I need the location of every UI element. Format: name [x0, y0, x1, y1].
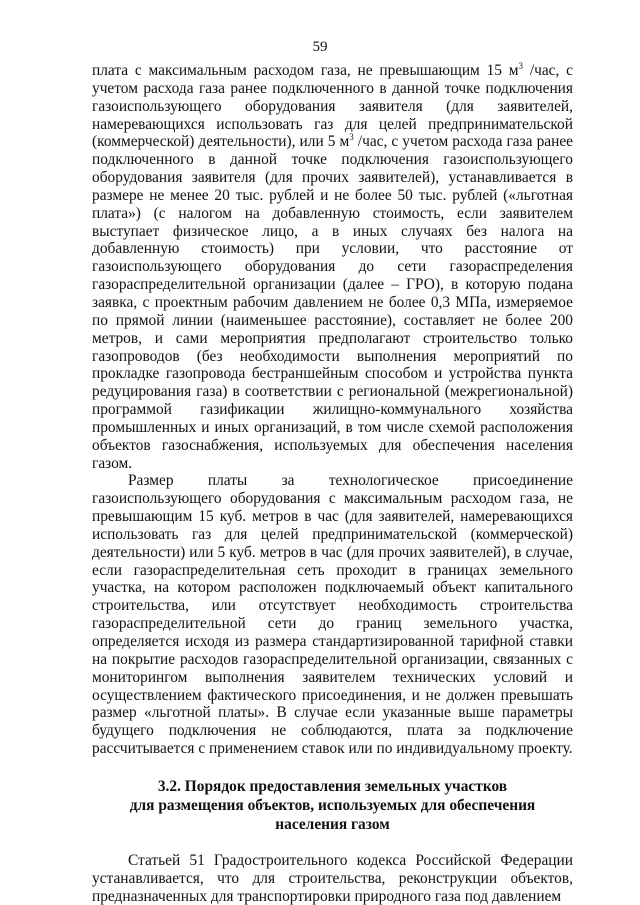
section-heading [92, 777, 573, 834]
paragraph-1-segment-3: /час, с учетом расхода газа ранее подключенного в данной точке подключения газоиспользующего оборудования заявителя (для прочих заявителей), устанавливается в размере не менее 20 тыс. рублей и не более 50 тыс. рублей («льготная плата») (с налогом на добавленную стоимость, если заявителем выступает физическое лицо, а в иных случаях без налога на добавленную стоимость) при условии, что расстояние от газоиспользующего оборудования до сети газораспределения газораспределительной организации (далее – ГРО), в которую подана заявка, с проектным рабочим давлением не более 0,3 МПа, измеряемое по прямой линии (наименьшее расстояние), составляет не более 200 метров, и сами мероприятия предполагают строительство только газопроводов (без необходимости выполнения мероприятий по прокладке газопровода бестраншейным способом и устройства пункта редуцирования газа) в соответствии с региональной (межрегиональной) программой газификации жилищно-коммунального хозяйства промышленных и иных организаций, в том числе схемой расположения объектов газоснабжения, используемых для обеспечения населения газом. [92, 133, 573, 472]
paragraph-1-segment-1: плата с максимальным расходом газа, не превышающим 15 м [92, 62, 519, 79]
superscript-cubic-1: 3 [518, 61, 524, 71]
document-body [92, 62, 573, 905]
page-number: 59 [312, 39, 328, 55]
section-heading-line-3: населения газом [275, 815, 390, 833]
paragraph-1-segment-2: /час, с учетом расхода газа ранее подключенного в данной точке подключения газоиспользующего оборудования заявителя (для заявителей, намеревающихся использовать газ для целей предпринимательской (коммерческой) деятельности), или 5 м [92, 62, 573, 151]
section-heading-line-1: 3.2. Порядок предоставления земельных участков [157, 777, 508, 795]
paragraph-connection-fee: Размер платы за технологическое присоединение газоиспользующего оборудования с максимальным расходом газа, не превышающим 15 куб. метров в час (для заявителей, намеревающихся использовать газ для целей предпринимательской (коммерческой) деятельности) или 5 куб. метров в час (для прочих заявителей), в случае, если газораспределительная сеть проходит в границах земельного участка, на котором расположен подключаемый объект капитального строительства, или отсутствует необходимость строительства газораспределительной сети до границ земельного участка, определяется исходя из размера стандартизированной тарифной ставки на покрытие расходов газораспределительной организации, связанных с мониторингом выполнения заявителем технических условий и осуществлением фактического присоединения, и не должен превышать размер «льготной платы». В случае если указанные выше параметры будущего подключения не соблюдаются, плата за подключение рассчитывается с применением ставок или по индивидуальному проекту. [92, 472, 573, 758]
paragraph-lgotnaya-plata [92, 62, 573, 472]
paragraph-article-51: Статьей 51 Градостроительного кодекса Российской Федерации устанавливается, что для строительства, реконструкции объектов, предназначенных для транспортировки природного газа под давлением [92, 851, 573, 905]
superscript-cubic-2: 3 [349, 132, 354, 143]
section-heading-line-2: для размещения объектов, используемых для обеспечения [129, 796, 536, 814]
